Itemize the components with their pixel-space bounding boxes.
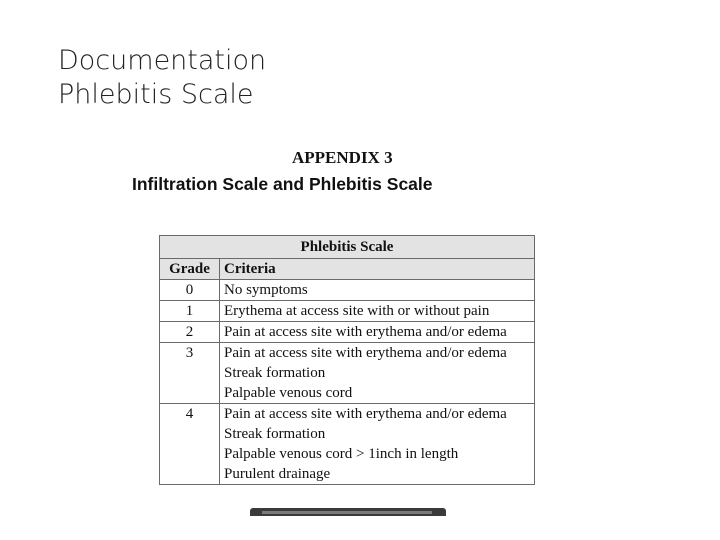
criteria-cell — [220, 343, 535, 404]
criteria-line: Pain at access site with erythema and/or edema — [224, 324, 507, 340]
grade-cell: 2 — [160, 322, 220, 343]
table-row — [160, 301, 535, 322]
grade-column-header: Grade — [160, 259, 220, 280]
cropped-toolbar-strip — [250, 508, 446, 516]
grade-cell: 0 — [160, 280, 220, 301]
criteria-line: Pain at access site with erythema and/or edema — [224, 345, 507, 361]
table-row — [160, 322, 535, 343]
toolbar-strip-detail — [262, 511, 432, 514]
table-caption: Phlebitis Scale — [160, 236, 535, 259]
criteria-line: Streak formation — [224, 426, 326, 442]
criteria-line: Palpable venous cord — [224, 385, 353, 401]
slide-title-line-2: Phlebitis Scale — [58, 79, 254, 110]
criteria-line: Erythema at access site with or without pain — [224, 303, 490, 319]
appendix-heading: Infiltration Scale and Phlebitis Scale — [132, 174, 433, 194]
grade-cell: 4 — [160, 404, 220, 485]
slide-title-line-1: Documentation — [58, 45, 267, 76]
criteria-cell — [220, 404, 535, 485]
table-header-row — [160, 259, 535, 280]
phlebitis-scale-table — [159, 235, 535, 485]
criteria-line: No symptoms — [224, 282, 308, 298]
table-row — [160, 343, 535, 404]
criteria-cell — [220, 322, 535, 343]
table-row — [160, 404, 535, 485]
table-row — [160, 280, 535, 301]
criteria-column-header: Criteria — [220, 259, 535, 280]
criteria-cell — [220, 280, 535, 301]
criteria-line: Palpable venous cord > 1inch in length — [224, 446, 459, 462]
appendix-number: APPENDIX 3 — [292, 148, 393, 167]
grade-cell: 1 — [160, 301, 220, 322]
grade-cell: 3 — [160, 343, 220, 404]
table-caption-row — [160, 236, 535, 259]
criteria-line: Pain at access site with erythema and/or edema — [224, 406, 507, 422]
criteria-line: Purulent drainage — [224, 466, 331, 482]
slide-title — [58, 44, 266, 112]
criteria-line: Streak formation — [224, 365, 326, 381]
criteria-cell — [220, 301, 535, 322]
